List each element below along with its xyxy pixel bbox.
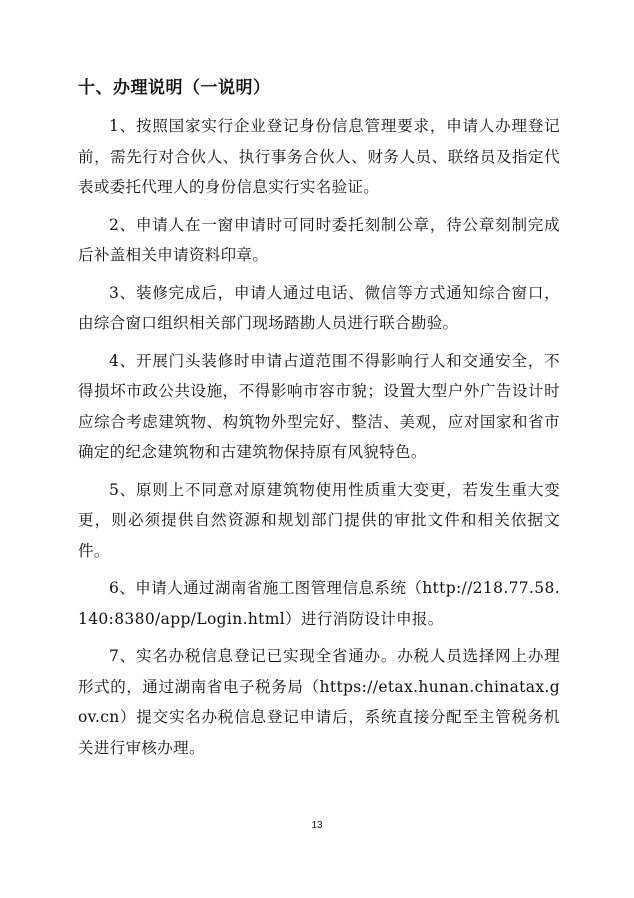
section-heading: 十、办理说明（一说明）	[78, 78, 271, 98]
paragraph-6: 6、申请人通过湖南省施工图管理信息系统（http://218.77.58.140:8380/app/Login.html）进行消防设计申报。	[78, 579, 560, 628]
page-number: 13	[311, 820, 323, 831]
paragraph-7: 7、实名办税信息登记已实现全省通办。办税人员选择网上办理形式的，通过湖南省电子税务局（https://etax.hunan.chinatax.gov.cn）提交实名办税信息登记申请后，系统直接分配至主管税务机关进行审核办理。	[78, 647, 560, 757]
paragraph-3: 3、装修完成后，申请人通过电话、微信等方式通知综合窗口，由综合窗口组织相关部门现场踏勘人员进行联合勘验。	[78, 283, 560, 332]
paragraph-1: 1、按照国家实行企业登记身份信息管理要求，申请人办理登记前，需先行对合伙人、执行事务合伙人、财务人员、联络员及指定代表或委托代理人的身份信息实行实名验证。	[78, 117, 560, 196]
paragraph-2: 2、申请人在一窗申请时可同时委托刻制公章，待公章刻制完成后补盖相关申请资料印章。	[78, 215, 560, 264]
paragraph-4: 4、开展门头装修时申请占道范围不得影响行人和交通安全，不得损坏市政公共设施，不得影响市容市貌；设置大型户外广告设计时应综合考虑建筑物、构筑物外型完好、整洁、美观，应对国家和省市确定的纪念建筑物和古建筑物保持原有风貌特色。	[78, 351, 560, 461]
paragraph-5: 5、原则上不同意对原建筑物使用性质重大变更，若发生重大变更，则必须提供自然资源和规划部门提供的审批文件和相关依据文件。	[78, 480, 560, 560]
section-body	[78, 111, 560, 770]
